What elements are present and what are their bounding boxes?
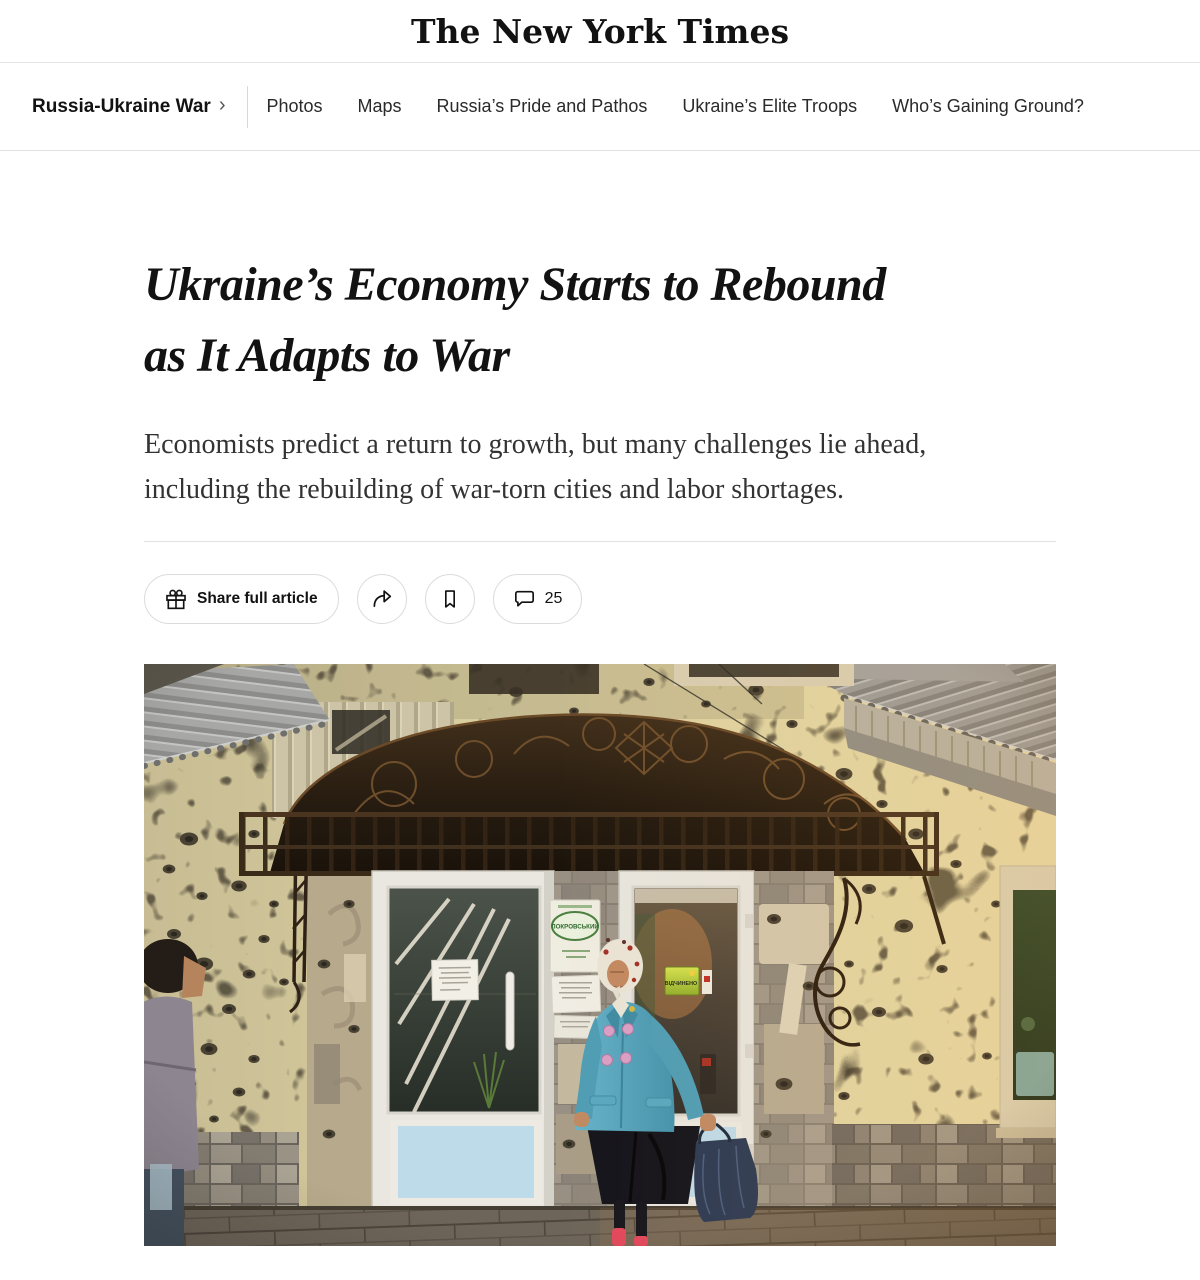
- divider-rule: [144, 541, 1056, 542]
- comment-count: 25: [544, 589, 563, 607]
- comment-bubble-icon: [513, 587, 536, 610]
- nav-link-pride-pathos[interactable]: Russia’s Pride and Pathos: [436, 96, 648, 116]
- nav-section-title[interactable]: [32, 96, 225, 118]
- masthead: [0, 0, 1200, 63]
- vignette-overlay: [144, 664, 1056, 1246]
- nav-link-elite-troops[interactable]: Ukraine’s Elite Troops: [682, 96, 858, 116]
- bookmark-button[interactable]: [425, 574, 475, 624]
- nav-link-maps[interactable]: Maps: [357, 96, 402, 116]
- gift-icon: [165, 588, 187, 610]
- article-headline: [144, 250, 1056, 391]
- comments-button[interactable]: [493, 574, 583, 624]
- section-nav: [0, 63, 1200, 151]
- nav-divider: [247, 86, 248, 128]
- nyt-logo[interactable]: The New York Times: [410, 11, 790, 51]
- headline-line-1: Ukraine’s Economy Starts to Rebound: [144, 258, 886, 311]
- share-full-article-button[interactable]: [144, 574, 339, 624]
- nav-section-label: Russia-Ukraine War: [32, 95, 211, 117]
- article-summary: Economists predict a return to growth, but many challenges lie ahead, including the rebuilding of war-torn cities and labor shortages.: [144, 429, 927, 506]
- nav-link-photos[interactable]: Photos: [266, 96, 323, 116]
- share-arrow-button[interactable]: [357, 574, 407, 624]
- share-toolbar: [144, 574, 1056, 624]
- share-arrow-icon: [370, 587, 394, 611]
- lead-photo: [144, 664, 1056, 1246]
- headline-line-2: as It Adapts to War: [144, 328, 510, 382]
- bookmark-icon: [439, 588, 461, 610]
- chevron-right-icon: ›: [218, 94, 226, 116]
- nav-link-gaining-ground[interactable]: Who’s Gaining Ground?: [892, 96, 1084, 116]
- article: [144, 250, 1056, 1246]
- share-button-label: Share full article: [197, 589, 318, 607]
- nav-links: [266, 96, 1083, 117]
